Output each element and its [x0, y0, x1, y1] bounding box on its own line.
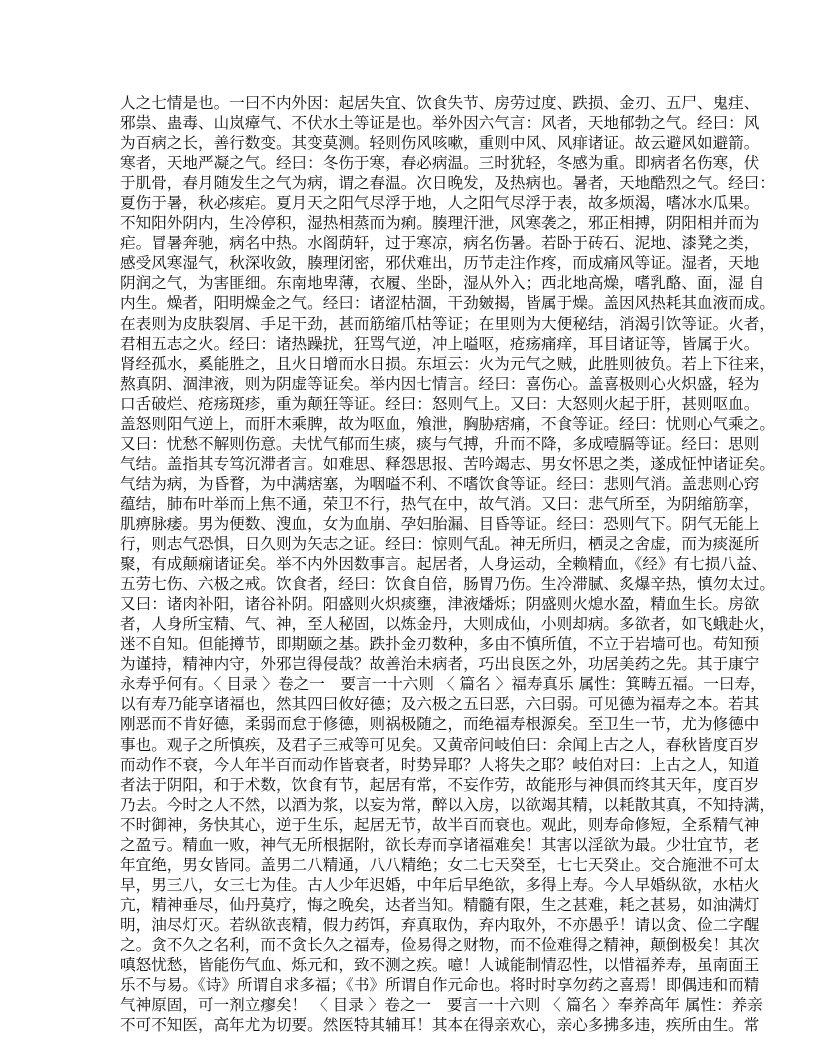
text-line: 早，男三八，女三七为佳。古人少年迟婚，中年后早绝欲，多得上寿。今人早婚纵欲，水枯火: [120, 875, 760, 894]
text-line: 口舌破烂、疮疡斑疹，重为颠狂等证。经曰：怒则气上。又曰：大怒则火起于肝，甚则呕血。: [120, 394, 760, 413]
text-line: 肾经孤水，奚能胜之，且火日增而水日损。东垣云：火为元气之贼，此胜则彼负。若上下往来，: [120, 354, 775, 373]
text-line: 乃去。今时之人不然，以酒为浆，以妄为常，醉以入房，以欲竭其精，以耗散其真，不知持满，: [120, 795, 775, 814]
text-line: 又曰：诸肉补阳，诸谷补阴。阳盛则火炽痰壅，津液燔烁；阴盛则火熄水盈，精血生长。房欲: [120, 595, 760, 614]
text-line: 不时御神，务快其心，逆于生乐，起居无节，故半百而衰也。观此，则寿命修短，全系精气神: [120, 815, 760, 834]
text-line: 而动作不衰，今人年半百而动作皆衰者，时势异耶？人将失之耶？岐伯对曰：上古之人，知道: [120, 755, 760, 774]
text-line: 于肌骨，春月随发生之气为病，谓之春温。次日晚发，及热病也。暑者，天地酷烈之气。经曰：: [120, 174, 775, 193]
text-line: 五劳七伤、六极之戒。饮食者，经曰：饮食自倍，肠胃乃伤。生冷滞腻、炙爆辛热，慎勿太过。: [120, 575, 775, 594]
text-line: 为百病之长，善行数变。其变莫测。轻则伤风咳嗽，重则中风、风痱诸证。故云避风如避箭。: [120, 134, 760, 153]
text-line: 在表则为皮肤裂屑、手足干劲，甚而筋缩爪枯等证；在里则为大便秘结，消渴引饮等证。火者，: [120, 314, 775, 333]
text-line: 者法于阴阳，和于术数，饮食有节，起居有常，不妄作劳，故能形与神俱而终其天年，度百岁: [120, 775, 760, 794]
text-line: 永寿乎何有。〈 目录 〉卷之一 要言一十六则 〈 篇名 〉福寿真乐 属性：箕畴五福。一曰寿，: [120, 675, 766, 694]
text-line: 疟。冒暑奔驰，病名中热。水阁荫轩，过于寒凉，病名伤暑。若卧于砖石、泥地、漆凳之类，: [120, 234, 760, 253]
text-line: 人之七情是也。一曰不内外因：起居失宜、饮食失节、房劳过度、跌损、金刃、五尸、鬼疰、: [120, 94, 760, 112]
text-line: 不可不知医，高年尤为切要。然医特其辅耳！其本在得亲欢心，亲心多拂多违，疾所由生。常: [120, 1016, 760, 1035]
text-line: 行，则志气恐惧，日久则为矢志之证。经曰：惊则气乱。神无所归，栖灵之舍虚，而为痰涎所: [120, 535, 760, 554]
document-page: [120, 93, 775, 1035]
text-line: 之。贪不久之名利，而不贪长久之福寿，俭易得之财物，而不俭难得之精神，颠倒极矣！其次: [120, 935, 760, 954]
text-line: 内生。燥者，阳明燥金之气。经曰：诸涩枯涸，干劲皴揭，皆属于燥。盖因风热耗其血液而成。: [120, 294, 775, 313]
text-line: 蕴结，肺布叶举而上焦不通，荣卫不行，热气在中，故气消。又曰：悲气所至，为阴缩筋挛，: [120, 494, 760, 513]
text-line: 者，人身所宝精、气、神，至人秘固，以炼金丹，大则成仙，小则却病。多欲者，如飞蛾赴火，: [120, 615, 775, 634]
text-line: 嗔怒忧愁，皆能伤气血、烁元和，致不测之疾。噫！人诚能制情忍性，以惜福养寿，虽南面王: [120, 956, 760, 975]
text-line: 肌痹脉痿。男为便数、溲血，女为血崩、孕妇胎漏、目昏等证。经曰：恐则气下。阴气无能上: [120, 514, 760, 533]
text-line: 君相五志之火。经曰：诸热躁扰，狂骂气逆，冲上嗌呕，疮疡痛痒，耳目诸证等，皆属于火。: [120, 334, 760, 353]
text-line: 事也。观子之所慎疾，及君子三戒等可见矣。又黄帝问岐伯曰：余闻上古之人，春秋皆度百岁: [120, 735, 760, 754]
text-line: 之盈亏。精血一败，神气无所根据附，欲长寿而享诸福难矣！其害以淫欲为最。少壮宜节，老: [120, 835, 760, 854]
text-line: 年宜绝，男女皆同。盖男二八精通，八八精绝；女二七天癸至，七七天癸止。交合施泄不可太: [120, 855, 760, 874]
text-line: 邪祟、蛊毒、山岚瘴气、不伏水土等证是也。举外因六气言：风者，天地郁勃之气。经曰：风: [120, 114, 760, 133]
text-line: 阴润之气，为害匪细。东南地卑薄，衣履、坐卧，湿从外入；西北地高燥，嗜乳酪、面，湿 自: [120, 274, 765, 293]
text-line: 不知阳外阴内，生冷停积，湿热相蒸而为痢。腠理汗泄，风寒袭之，邪正相搏，阴阳相并而为: [120, 214, 760, 233]
text-line: 气结为病，为昏瞀，为中满痞塞，为咽嗌不利、不嗜饮食等证。经曰：悲则气消。盖悲则心窍: [120, 474, 760, 493]
text-line: 寒者，天地严凝之气。经曰：冬伤于寒，春必病温。三时犹轻，冬感为重。即病者名伤寒，伏: [120, 154, 760, 173]
text-line: 乐不与易。《诗》所谓自求多福；《书》所谓自作元命也。将时时享勿药之喜焉！即偶违和而精: [120, 976, 760, 995]
text-line: 刚恶而不肯好德，柔弱而怠于修德，则祸极随之，而绝福寿根源矣。至卫生一节，尤为修德中: [120, 715, 760, 734]
text-line: 熬真阴、涸津液，则为阴虚等证矣。举内因七情言。经曰：喜伤心。盖喜极则心火炽盛，轻为: [120, 374, 760, 393]
text-line: 气结。盖指其专笃沉滞者言。如难思、释怨思报、苦吟竭志、男女怀思之类，遂成怔忡诸证矣。: [120, 454, 775, 473]
text-line: 气神原固，可一剂立瘳矣！ 〈 目录 〉卷之一 要言一十六则 〈 篇名 〉奉养高年 属性：养亲: [120, 996, 763, 1015]
text-line: 盖怒则阳气逆上，而肝木乘脾，故为呕血，飧泄，胸胁痞痛，不食等证。经曰：忧则心气乘之。: [120, 414, 775, 433]
text-line: 聚，有成颠痫诸证矣。举不内外因数事言。起居者，人身运动，全赖精血，《经》有七损八益、: [120, 555, 768, 574]
text-line: 明，油尽灯灭。若纵欲丧精，假力药饵，弃真取伪，弃内取外，不亦愚乎！请以贪、俭二字醒: [120, 915, 760, 934]
text-line: 夏伤于暑，秋必痎疟。夏月天之阳气尽浮于地，人之阳气尽浮于表，故多烦渴，嗜冰水瓜果。: [120, 194, 760, 213]
text-line: 亢，精神垂尽，仙丹莫疗，悔之晚矣，达者当知。精髓有限，生之甚难，耗之甚易，如油满灯: [120, 895, 760, 914]
text-line: 迷不自知。但能撙节，即期颐之基。跌扑金刃数种，多由不慎所值，不立于岩墙可也。苟知预: [120, 635, 760, 654]
text-line: 为谨持，精神内守，外邪岂得侵哉？故善治未病者，巧出良医之外，功居美药之先。其于康宁: [120, 655, 760, 674]
text-line: 又曰：忧愁不解则伤意。夫忧气郁而生痰，痰与气搏，升而不降，多成噎膈等证。经曰：思则: [120, 434, 760, 453]
text-line: 以有寿乃能享诸福也，然其四曰攸好德；及六极之五曰恶，六曰弱。可见德为福寿之本。若其: [120, 695, 760, 714]
text-line: 感受风寒湿气，秋深收敛，腠理闭密，邪伏难出，历节走注作疼，而成痛风等证。湿者，天地: [120, 254, 760, 273]
